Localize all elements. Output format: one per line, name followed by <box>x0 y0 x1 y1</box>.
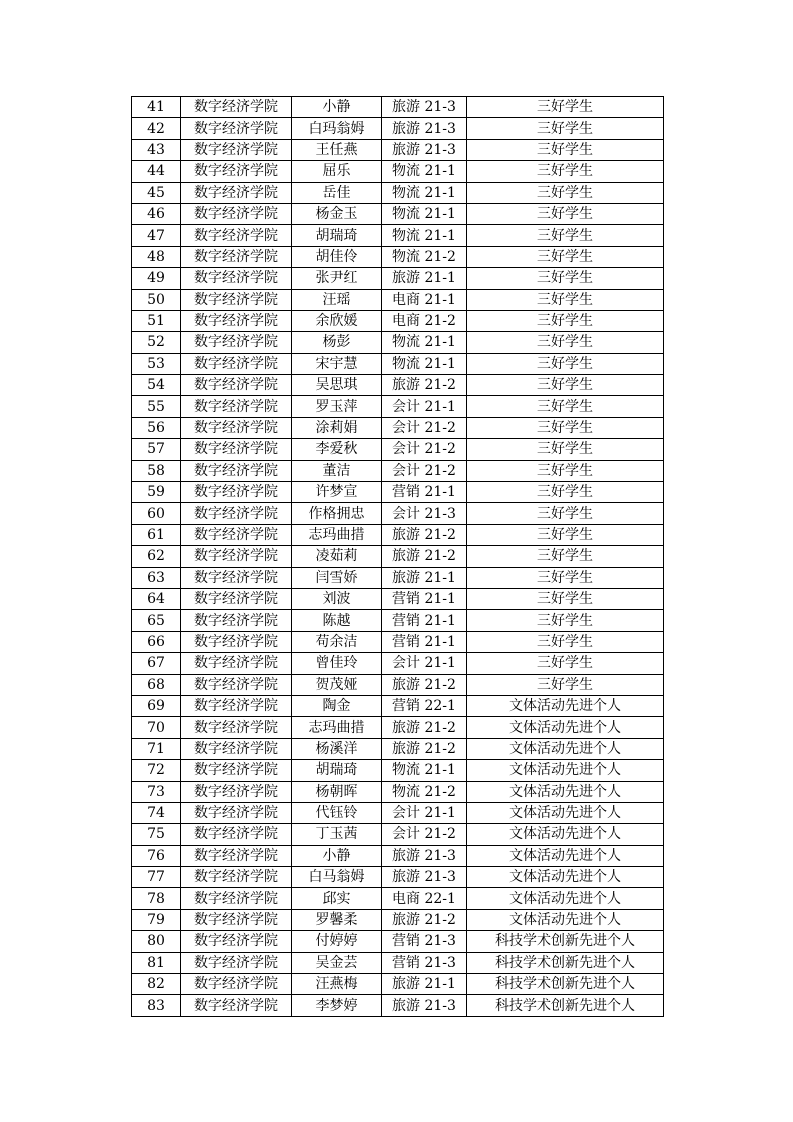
award-cell: 科技学术创新先进个人 <box>467 931 664 952</box>
award-cell: 三好学生 <box>467 417 664 438</box>
award-cell: 文体活动先进个人 <box>467 845 664 866</box>
table-row <box>132 888 664 909</box>
table-row <box>132 781 664 802</box>
table-row <box>132 289 664 310</box>
college-cell: 数字经济学院 <box>181 567 292 588</box>
award-cell: 三好学生 <box>467 567 664 588</box>
student-name-cell: 罗馨柔 <box>292 909 382 930</box>
row-number-cell: 71 <box>132 738 181 759</box>
student-name-cell: 杨金玉 <box>292 203 382 224</box>
class-cell: 电商 21-1 <box>382 289 467 310</box>
student-name-cell: 曾佳玲 <box>292 653 382 674</box>
table-row <box>132 482 664 503</box>
table-row <box>132 738 664 759</box>
class-cell: 旅游 21-3 <box>382 995 467 1016</box>
award-cell: 文体活动先进个人 <box>467 867 664 888</box>
row-number-cell: 52 <box>132 332 181 353</box>
award-cell: 文体活动先进个人 <box>467 888 664 909</box>
class-cell: 会计 21-1 <box>382 802 467 823</box>
row-number-cell: 45 <box>132 182 181 203</box>
table-row <box>132 417 664 438</box>
college-cell: 数字经济学院 <box>181 289 292 310</box>
table-row <box>132 824 664 845</box>
award-cell: 文体活动先进个人 <box>467 802 664 823</box>
class-cell: 营销 21-1 <box>382 588 467 609</box>
class-cell: 旅游 21-2 <box>382 546 467 567</box>
class-cell: 物流 21-1 <box>382 225 467 246</box>
college-cell: 数字经济学院 <box>181 867 292 888</box>
award-cell: 文体活动先进个人 <box>467 824 664 845</box>
class-cell: 旅游 21-1 <box>382 567 467 588</box>
table-row <box>132 931 664 952</box>
class-cell: 旅游 21-1 <box>382 268 467 289</box>
class-cell: 会计 21-2 <box>382 460 467 481</box>
student-name-cell: 邱实 <box>292 888 382 909</box>
table-row <box>132 503 664 524</box>
table-row <box>132 203 664 224</box>
class-cell: 旅游 21-2 <box>382 674 467 695</box>
row-number-cell: 59 <box>132 482 181 503</box>
college-cell: 数字经济学院 <box>181 717 292 738</box>
table-row <box>132 952 664 973</box>
table-row <box>132 246 664 267</box>
student-name-cell: 凌茹莉 <box>292 546 382 567</box>
student-name-cell: 苟余洁 <box>292 631 382 652</box>
student-name-cell: 小静 <box>292 845 382 866</box>
student-name-cell: 宋宇慧 <box>292 353 382 374</box>
college-cell: 数字经济学院 <box>181 182 292 203</box>
award-cell: 文体活动先进个人 <box>467 717 664 738</box>
award-cell: 三好学生 <box>467 246 664 267</box>
class-cell: 营销 21-3 <box>382 952 467 973</box>
row-number-cell: 72 <box>132 760 181 781</box>
table-row <box>132 610 664 631</box>
student-name-cell: 代钰铃 <box>292 802 382 823</box>
college-cell: 数字经济学院 <box>181 246 292 267</box>
row-number-cell: 77 <box>132 867 181 888</box>
class-cell: 旅游 21-2 <box>382 738 467 759</box>
table-row <box>132 845 664 866</box>
row-number-cell: 79 <box>132 909 181 930</box>
row-number-cell: 75 <box>132 824 181 845</box>
student-name-cell: 岳佳 <box>292 182 382 203</box>
class-cell: 会计 21-3 <box>382 503 467 524</box>
row-number-cell: 49 <box>132 268 181 289</box>
college-cell: 数字经济学院 <box>181 482 292 503</box>
award-cell: 文体活动先进个人 <box>467 781 664 802</box>
class-cell: 会计 21-2 <box>382 824 467 845</box>
row-number-cell: 67 <box>132 653 181 674</box>
table-row <box>132 974 664 995</box>
college-cell: 数字经济学院 <box>181 588 292 609</box>
student-name-cell: 胡瑞琦 <box>292 225 382 246</box>
class-cell: 营销 21-1 <box>382 631 467 652</box>
class-cell: 旅游 21-2 <box>382 909 467 930</box>
award-cell: 三好学生 <box>467 225 664 246</box>
award-cell: 三好学生 <box>467 268 664 289</box>
student-name-cell: 董洁 <box>292 460 382 481</box>
table-row <box>132 802 664 823</box>
college-cell: 数字经济学院 <box>181 909 292 930</box>
award-list-table <box>131 96 664 1017</box>
row-number-cell: 46 <box>132 203 181 224</box>
award-cell: 科技学术创新先进个人 <box>467 974 664 995</box>
table-row <box>132 524 664 545</box>
award-cell: 文体活动先进个人 <box>467 760 664 781</box>
class-cell: 电商 22-1 <box>382 888 467 909</box>
student-name-cell: 李爱秋 <box>292 439 382 460</box>
class-cell: 会计 21-2 <box>382 439 467 460</box>
college-cell: 数字经济学院 <box>181 546 292 567</box>
row-number-cell: 82 <box>132 974 181 995</box>
class-cell: 物流 21-1 <box>382 182 467 203</box>
college-cell: 数字经济学院 <box>181 760 292 781</box>
class-cell: 旅游 21-3 <box>382 845 467 866</box>
table-row <box>132 995 664 1016</box>
row-number-cell: 63 <box>132 567 181 588</box>
student-name-cell: 丁玉茜 <box>292 824 382 845</box>
table-row <box>132 97 664 118</box>
table-row <box>132 460 664 481</box>
row-number-cell: 47 <box>132 225 181 246</box>
row-number-cell: 44 <box>132 161 181 182</box>
student-name-cell: 吴金芸 <box>292 952 382 973</box>
class-cell: 旅游 21-3 <box>382 139 467 160</box>
student-name-cell: 涂莉娟 <box>292 417 382 438</box>
row-number-cell: 53 <box>132 353 181 374</box>
table-row <box>132 396 664 417</box>
table-row <box>132 546 664 567</box>
class-cell: 电商 21-2 <box>382 310 467 331</box>
college-cell: 数字经济学院 <box>181 396 292 417</box>
college-cell: 数字经济学院 <box>181 310 292 331</box>
student-name-cell: 杨溪洋 <box>292 738 382 759</box>
row-number-cell: 42 <box>132 118 181 139</box>
award-cell: 三好学生 <box>467 97 664 118</box>
award-cell: 三好学生 <box>467 139 664 160</box>
college-cell: 数字经济学院 <box>181 995 292 1016</box>
college-cell: 数字经济学院 <box>181 417 292 438</box>
award-cell: 三好学生 <box>467 503 664 524</box>
table-row <box>132 567 664 588</box>
table-row <box>132 332 664 353</box>
college-cell: 数字经济学院 <box>181 845 292 866</box>
row-number-cell: 56 <box>132 417 181 438</box>
student-name-cell: 杨朝晖 <box>292 781 382 802</box>
student-name-cell: 汪瑶 <box>292 289 382 310</box>
class-cell: 旅游 21-3 <box>382 118 467 139</box>
table-row <box>132 439 664 460</box>
class-cell: 物流 21-1 <box>382 353 467 374</box>
row-number-cell: 57 <box>132 439 181 460</box>
class-cell: 会计 21-1 <box>382 396 467 417</box>
table-row <box>132 118 664 139</box>
award-cell: 三好学生 <box>467 610 664 631</box>
college-cell: 数字经济学院 <box>181 225 292 246</box>
row-number-cell: 73 <box>132 781 181 802</box>
award-cell: 三好学生 <box>467 674 664 695</box>
row-number-cell: 41 <box>132 97 181 118</box>
table-row <box>132 353 664 374</box>
table-row <box>132 867 664 888</box>
college-cell: 数字经济学院 <box>181 631 292 652</box>
award-cell: 三好学生 <box>467 161 664 182</box>
award-cell: 三好学生 <box>467 310 664 331</box>
table-row <box>132 717 664 738</box>
row-number-cell: 54 <box>132 375 181 396</box>
class-cell: 营销 22-1 <box>382 695 467 716</box>
row-number-cell: 62 <box>132 546 181 567</box>
student-name-cell: 罗玉萍 <box>292 396 382 417</box>
award-cell: 三好学生 <box>467 289 664 310</box>
table-row <box>132 695 664 716</box>
table-row <box>132 268 664 289</box>
college-cell: 数字经济学院 <box>181 888 292 909</box>
college-cell: 数字经济学院 <box>181 460 292 481</box>
row-number-cell: 43 <box>132 139 181 160</box>
table-row <box>132 909 664 930</box>
table-row <box>132 588 664 609</box>
award-cell: 三好学生 <box>467 439 664 460</box>
award-cell: 科技学术创新先进个人 <box>467 995 664 1016</box>
student-name-cell: 志玛曲措 <box>292 524 382 545</box>
student-name-cell: 志玛曲措 <box>292 717 382 738</box>
student-name-cell: 许梦宣 <box>292 482 382 503</box>
college-cell: 数字经济学院 <box>181 375 292 396</box>
table-row <box>132 760 664 781</box>
college-cell: 数字经济学院 <box>181 439 292 460</box>
row-number-cell: 81 <box>132 952 181 973</box>
student-name-cell: 胡瑞琦 <box>292 760 382 781</box>
student-name-cell: 陶金 <box>292 695 382 716</box>
class-cell: 旅游 21-1 <box>382 974 467 995</box>
row-number-cell: 68 <box>132 674 181 695</box>
table-row <box>132 631 664 652</box>
row-number-cell: 83 <box>132 995 181 1016</box>
class-cell: 物流 21-2 <box>382 781 467 802</box>
class-cell: 营销 21-3 <box>382 931 467 952</box>
college-cell: 数字经济学院 <box>181 695 292 716</box>
row-number-cell: 61 <box>132 524 181 545</box>
student-name-cell: 杨彭 <box>292 332 382 353</box>
award-cell: 三好学生 <box>467 631 664 652</box>
class-cell: 物流 21-2 <box>382 246 467 267</box>
table-row <box>132 653 664 674</box>
table-row <box>132 674 664 695</box>
student-name-cell: 汪燕梅 <box>292 974 382 995</box>
award-cell: 三好学生 <box>467 332 664 353</box>
class-cell: 旅游 21-3 <box>382 867 467 888</box>
row-number-cell: 78 <box>132 888 181 909</box>
class-cell: 会计 21-2 <box>382 417 467 438</box>
award-cell: 三好学生 <box>467 460 664 481</box>
college-cell: 数字经济学院 <box>181 952 292 973</box>
row-number-cell: 70 <box>132 717 181 738</box>
row-number-cell: 64 <box>132 588 181 609</box>
award-cell: 三好学生 <box>467 353 664 374</box>
award-cell: 文体活动先进个人 <box>467 738 664 759</box>
student-name-cell: 张尹红 <box>292 268 382 289</box>
row-number-cell: 55 <box>132 396 181 417</box>
table-row <box>132 182 664 203</box>
row-number-cell: 58 <box>132 460 181 481</box>
student-name-cell: 王任燕 <box>292 139 382 160</box>
class-cell: 营销 21-1 <box>382 610 467 631</box>
college-cell: 数字经济学院 <box>181 802 292 823</box>
row-number-cell: 48 <box>132 246 181 267</box>
student-name-cell: 白玛翁姆 <box>292 118 382 139</box>
table-row <box>132 139 664 160</box>
college-cell: 数字经济学院 <box>181 610 292 631</box>
award-cell: 三好学生 <box>467 653 664 674</box>
award-cell: 三好学生 <box>467 182 664 203</box>
table-row <box>132 310 664 331</box>
student-name-cell: 吴思琪 <box>292 375 382 396</box>
college-cell: 数字经济学院 <box>181 203 292 224</box>
award-cell: 三好学生 <box>467 524 664 545</box>
student-name-cell: 白马翁姆 <box>292 867 382 888</box>
row-number-cell: 80 <box>132 931 181 952</box>
student-name-cell: 刘波 <box>292 588 382 609</box>
row-number-cell: 51 <box>132 310 181 331</box>
college-cell: 数字经济学院 <box>181 524 292 545</box>
award-cell: 三好学生 <box>467 546 664 567</box>
class-cell: 旅游 21-2 <box>382 524 467 545</box>
student-name-cell: 李梦婷 <box>292 995 382 1016</box>
college-cell: 数字经济学院 <box>181 738 292 759</box>
row-number-cell: 74 <box>132 802 181 823</box>
student-name-cell: 闫雪娇 <box>292 567 382 588</box>
award-cell: 三好学生 <box>467 118 664 139</box>
award-cell: 科技学术创新先进个人 <box>467 952 664 973</box>
student-name-cell: 余欣媛 <box>292 310 382 331</box>
row-number-cell: 76 <box>132 845 181 866</box>
student-name-cell: 小静 <box>292 97 382 118</box>
row-number-cell: 69 <box>132 695 181 716</box>
college-cell: 数字经济学院 <box>181 332 292 353</box>
table-row <box>132 161 664 182</box>
student-name-cell: 屈乐 <box>292 161 382 182</box>
college-cell: 数字经济学院 <box>181 653 292 674</box>
row-number-cell: 65 <box>132 610 181 631</box>
college-cell: 数字经济学院 <box>181 97 292 118</box>
college-cell: 数字经济学院 <box>181 824 292 845</box>
student-name-cell: 付婷婷 <box>292 931 382 952</box>
class-cell: 旅游 21-2 <box>382 375 467 396</box>
class-cell: 营销 21-1 <box>382 482 467 503</box>
college-cell: 数字经济学院 <box>181 503 292 524</box>
college-cell: 数字经济学院 <box>181 268 292 289</box>
college-cell: 数字经济学院 <box>181 674 292 695</box>
award-cell: 三好学生 <box>467 396 664 417</box>
table-row <box>132 375 664 396</box>
student-name-cell: 作格拥忠 <box>292 503 382 524</box>
row-number-cell: 60 <box>132 503 181 524</box>
class-cell: 物流 21-1 <box>382 332 467 353</box>
college-cell: 数字经济学院 <box>181 118 292 139</box>
college-cell: 数字经济学院 <box>181 781 292 802</box>
award-cell: 三好学生 <box>467 203 664 224</box>
student-name-cell: 贺茂娅 <box>292 674 382 695</box>
award-cell: 三好学生 <box>467 375 664 396</box>
college-cell: 数字经济学院 <box>181 974 292 995</box>
college-cell: 数字经济学院 <box>181 139 292 160</box>
class-cell: 物流 21-1 <box>382 161 467 182</box>
table-row <box>132 225 664 246</box>
award-cell: 文体活动先进个人 <box>467 909 664 930</box>
award-cell: 三好学生 <box>467 588 664 609</box>
award-list-body <box>132 97 664 1017</box>
college-cell: 数字经济学院 <box>181 161 292 182</box>
row-number-cell: 50 <box>132 289 181 310</box>
student-name-cell: 胡佳伶 <box>292 246 382 267</box>
class-cell: 物流 21-1 <box>382 760 467 781</box>
student-name-cell: 陈越 <box>292 610 382 631</box>
award-cell: 文体活动先进个人 <box>467 695 664 716</box>
class-cell: 旅游 21-3 <box>382 97 467 118</box>
award-cell: 三好学生 <box>467 482 664 503</box>
class-cell: 会计 21-1 <box>382 653 467 674</box>
college-cell: 数字经济学院 <box>181 931 292 952</box>
college-cell: 数字经济学院 <box>181 353 292 374</box>
class-cell: 物流 21-1 <box>382 203 467 224</box>
class-cell: 旅游 21-2 <box>382 717 467 738</box>
row-number-cell: 66 <box>132 631 181 652</box>
